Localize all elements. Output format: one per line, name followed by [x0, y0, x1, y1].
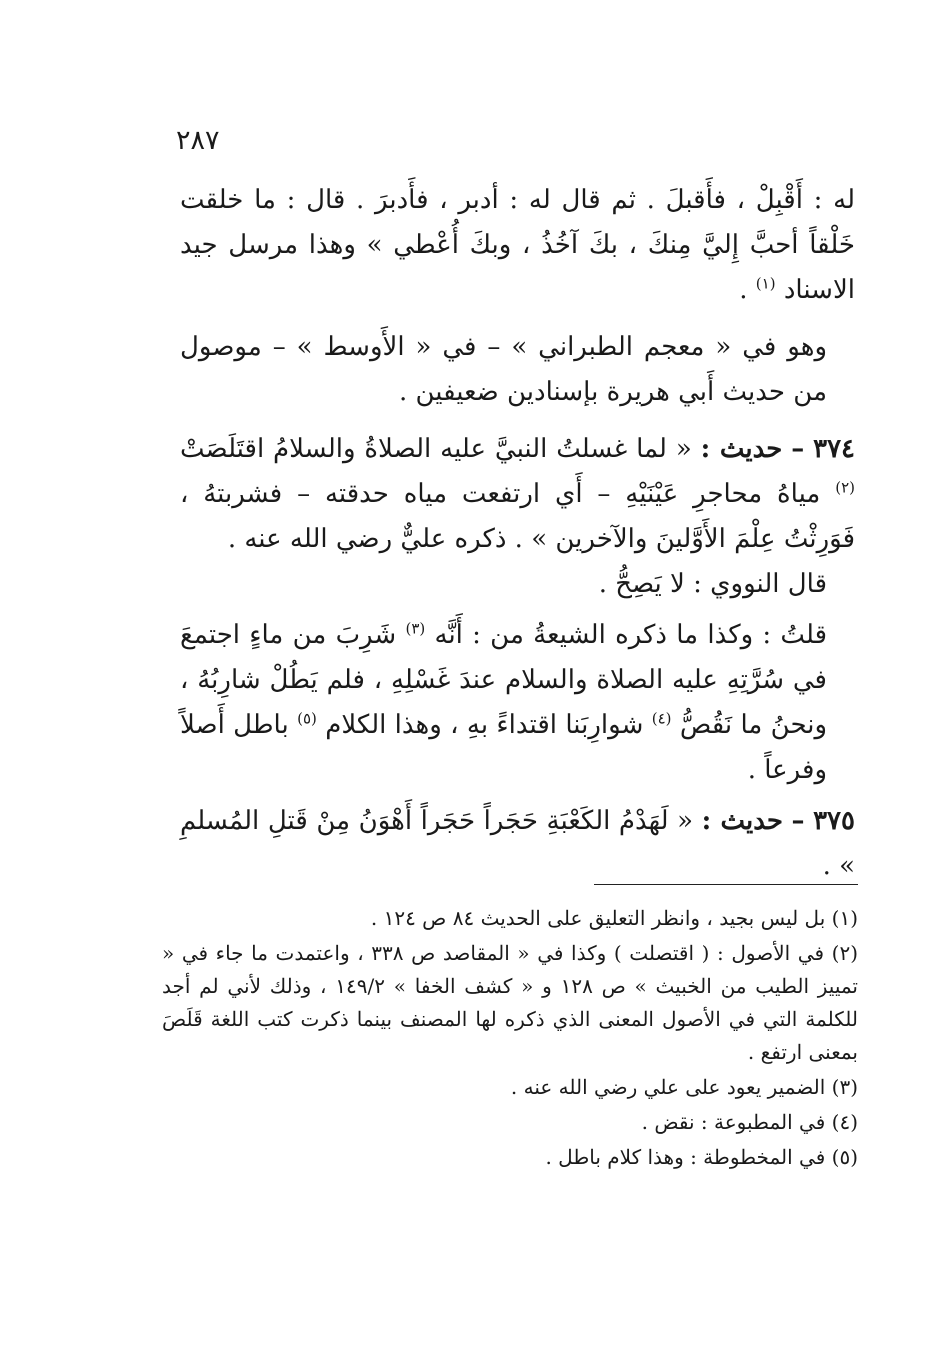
- comment-text: شَرِبَ من ماءٍ اجتمعَ في سُرَّتِهِ عليه الصلاة والسلام عندَ غَسْلِهِ ، فلم يَطُلْ شارِبُهُ ، ونحنُ ما نَقُصُّ: [180, 620, 828, 740]
- hadith-374: [180, 427, 855, 562]
- hadith-text: مياهُ محاجرِ عَيْنَيْهِ – أَي ارتفعت مياه حدقته – فشربتهُ ، فَوَرِثْتُ عِلْمَ الأَوَّلينَ والآخرين » . ذكره عليٌّ رضي الله عنه .: [180, 479, 855, 554]
- footnote-text: الضمير يعود على علي رضي الله عنه .: [510, 1075, 826, 1099]
- footnote-text: في المطبوعة : نقض .: [641, 1110, 826, 1134]
- hadith-dash: –: [791, 434, 805, 464]
- footnote-number: (٢): [831, 941, 859, 965]
- page-number: ٢٨٧: [176, 125, 220, 156]
- footnote-mark-2: (٢): [835, 478, 855, 497]
- nawawi-text: قال النووي : لا يَصِحُّ .: [598, 569, 827, 599]
- footnote-text: في المخطوطة : وهذا كلام باطل .: [545, 1145, 826, 1169]
- footnote-number: (٤): [831, 1110, 858, 1134]
- comment-text: قلتُ : وكذا ما ذكره الشيعةُ من : أَنَّه: [434, 620, 827, 650]
- footnote-2: [162, 937, 858, 1069]
- footnote-number: (٣): [831, 1075, 858, 1099]
- footnotes: [162, 902, 858, 1174]
- paragraph-text: وهو في « معجم الطبراني » – في « الأَوسط » – موصول من حديث أَبي هريرة بإسنادين ضعيفين .: [180, 332, 827, 407]
- hadith-keyword: حديث :: [701, 806, 783, 836]
- paragraph-end: .: [739, 275, 748, 305]
- footnote-separator: [594, 884, 858, 885]
- footnote-mark-5: (٥): [297, 709, 317, 728]
- comment-text: شوارِبَنا اقتداءً بهِ ، وهذا الكلام: [325, 710, 644, 740]
- nawawi-comment: [180, 562, 855, 607]
- footnote-text: في الأصول : ( اقتصلت ) وكذا في « المقاصد ص ٣٣٨ ، واعتمدت ما جاء في « تمييز الطيب من الخبيث » ص ١٢٨ و « كشف الخفا » ١٤٩/٢ ، وذلك لأني لم أجد للكلمة التي في الأصول المعنى الذي ذكره لها المصنف بينما ذكرت كتب اللغة قَلَصَ بمعنى ارتفع .: [162, 941, 858, 1064]
- hadith-keyword: حديث :: [700, 434, 783, 464]
- hadith-text: « لَهَدْمُ الكَعْبَةِ حَجَراً حَجَراً أَهْوَنُ مِنْ قَتلِ المُسلمِ » .: [180, 806, 855, 881]
- footnote-1: [162, 902, 858, 935]
- footnote-text: بل ليس بجيد ، وانظر التعليق على الحديث ٨٤ ص ١٢٤ .: [370, 906, 826, 930]
- main-text: [180, 178, 855, 889]
- footnote-mark-4: (٤): [651, 709, 672, 728]
- hadith-number: ٣٧٤: [813, 434, 856, 464]
- author-comment: [180, 613, 855, 793]
- hadith-text: « لما غسلتُ النبيَّ عليه الصلاةُ والسلامُ اقتَلَصَتْ: [180, 434, 692, 464]
- footnote-3: [162, 1071, 858, 1104]
- paragraph-text: له : أَقْبِلْ ، فأَقبلَ . ثم قال له : أدبر ، فأَدبرَ . قال : ما خلقت خَلْقاً أحبَّ إِليَّ مِنكَ ، بكَ آخُذُ ، وبكَ أُعْطي » وهذا مرسل جيد الاسناد: [180, 185, 855, 305]
- footnote-5: [162, 1141, 858, 1174]
- hadith-number: ٣٧٥: [813, 806, 855, 836]
- footnote-mark-1: (١): [755, 274, 776, 293]
- comment-text: باطل أَصلاً وفرعاً .: [180, 710, 827, 785]
- paragraph-tabarani: [180, 325, 855, 415]
- hadith-375: [180, 799, 855, 889]
- hadith-dash: –: [791, 806, 805, 836]
- footnote-number: (٥): [831, 1145, 858, 1169]
- paragraph-mursal: [180, 178, 855, 313]
- footnote-number: (١): [831, 906, 858, 930]
- footnote-4: [162, 1106, 858, 1139]
- footnote-mark-3: (٣): [405, 619, 426, 638]
